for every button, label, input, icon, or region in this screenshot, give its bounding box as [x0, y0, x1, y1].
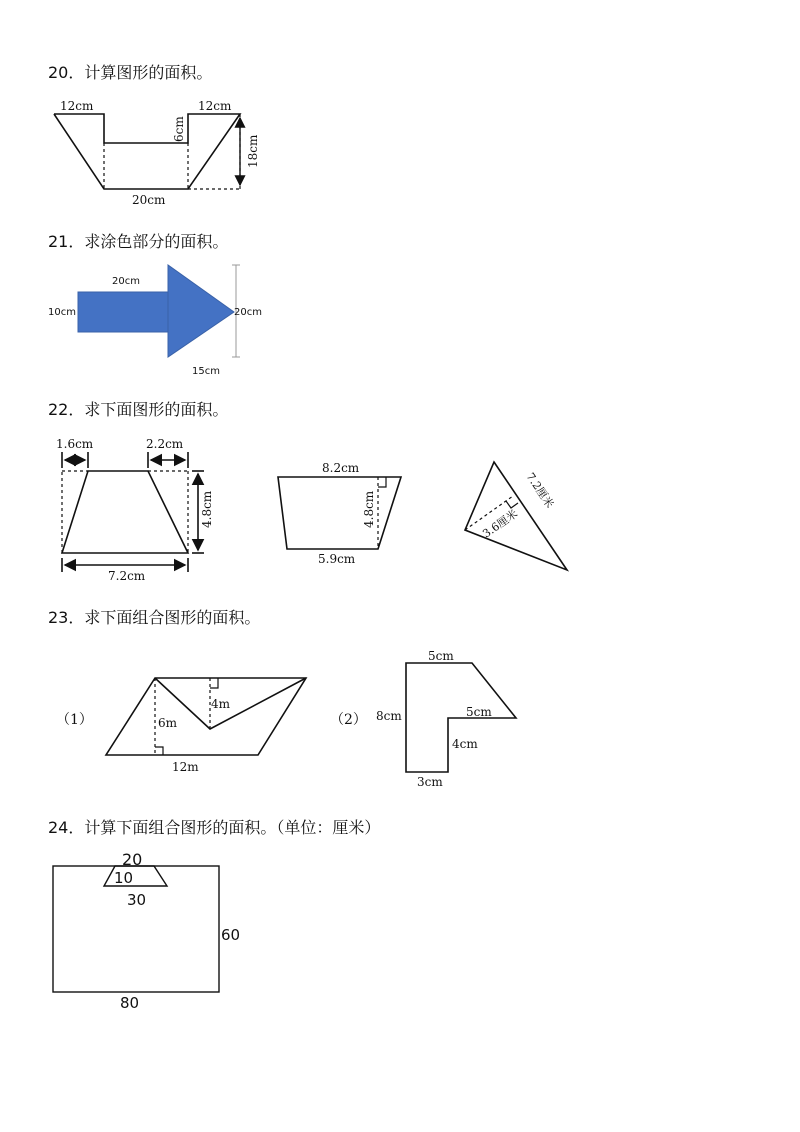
q20-bottom-label: 20cm: [132, 193, 166, 207]
q24-inner-height-label: 10: [114, 869, 134, 887]
question-number: 21．: [48, 232, 85, 251]
q21-shaded-arrow: [78, 265, 234, 357]
q22-fig1-left-gap-label: 1.6cm: [56, 437, 94, 451]
q22-fig3-height-label: 3.6厘米: [480, 507, 521, 541]
q23-fig2-shape: [406, 663, 516, 772]
q20-shape: [54, 114, 240, 189]
q24-rectangle: [53, 866, 219, 992]
q20-height-label: 18cm: [246, 134, 260, 168]
q24-width-label: 80: [120, 994, 140, 1012]
q22-fig3-side-label: 7.2厘米: [523, 470, 557, 511]
q22-fig2-height-label: 4.8cm: [362, 490, 376, 528]
question-number: 20．: [48, 63, 85, 82]
q20-top-right-label: 12cm: [198, 99, 232, 113]
q23-fig1-h1-label: 6m: [158, 716, 178, 730]
q21-left-label: 10cm: [48, 307, 76, 318]
q23-fig1-base-label: 12m: [172, 760, 199, 774]
q22-fig1-arrows: [62, 452, 204, 572]
q23-fig2-right-label: 5cm: [466, 705, 492, 719]
q22-fig1-trapezoid: [62, 471, 188, 553]
q22-fig1-bottom-label: 7.2cm: [108, 569, 146, 583]
q22-fig2-top-label: 8.2cm: [322, 461, 360, 475]
q23-fig1-h2-label: 4m: [211, 697, 231, 711]
q23-fig1-shape: [106, 678, 306, 755]
q22-fig2-bottom-label: 5.9cm: [318, 552, 356, 566]
q20-depth-label: 6cm: [172, 116, 186, 142]
q24-top-wide-label: 30: [127, 891, 147, 909]
q24-height-label: 60: [221, 926, 241, 944]
question-text: 计算下面组合图形的面积。（单位：厘米）: [84, 818, 381, 837]
question-text: 计算图形的面积。: [84, 63, 213, 82]
q21-bottom-label: 15cm: [192, 366, 220, 377]
q22-fig2-trapezoid: [278, 477, 401, 549]
q23-fig1-label: （1）: [56, 712, 93, 728]
question-number: 24．: [48, 818, 85, 837]
question-number: 23．: [48, 608, 85, 627]
q22-fig1-right-gap-label: 2.2cm: [146, 437, 184, 451]
q21-top-label: 20cm: [112, 276, 140, 287]
question-number: 22．: [48, 400, 85, 419]
question-text: 求涂色部分的面积。: [84, 232, 229, 251]
q23-fig2-inner-label: 4cm: [452, 737, 478, 751]
question-text: 求下面组合图形的面积。: [84, 608, 261, 627]
q23-fig2-bottom-label: 3cm: [417, 775, 443, 789]
q21-right-label: 20cm: [234, 307, 262, 318]
q23-fig2-top-label: 5cm: [428, 649, 454, 663]
q24-top-small-label: 20: [122, 850, 143, 869]
q20-top-left-label: 12cm: [60, 99, 94, 113]
q23-fig2-label: （2）: [330, 712, 367, 728]
question-text: 求下面图形的面积。: [84, 400, 229, 419]
q23-fig2-left-label: 8cm: [376, 709, 402, 723]
q22-fig1-dashed-lines: [62, 471, 188, 553]
q22-fig1-height-label: 4.8cm: [200, 490, 214, 528]
